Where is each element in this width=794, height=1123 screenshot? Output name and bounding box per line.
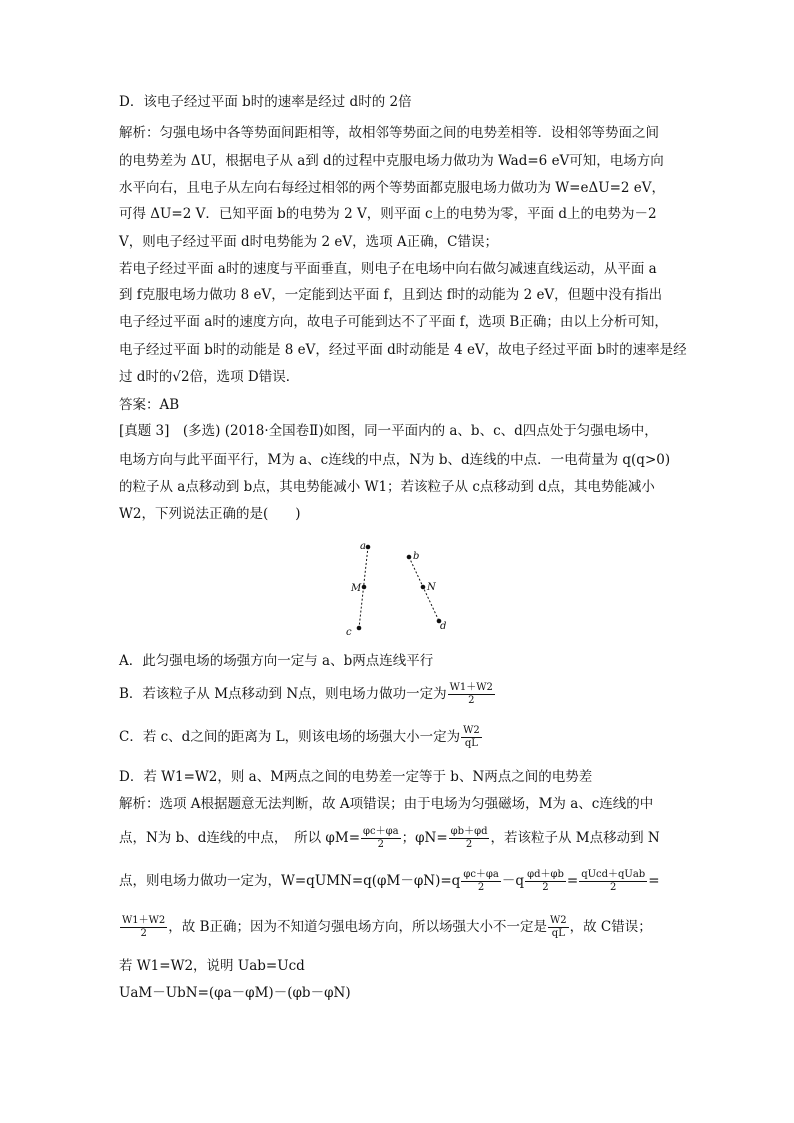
fraction: $\frac{\varphi c+\varphi a}{2}$ xyxy=(363,826,399,850)
option-b: B．若该粒子从 M点移动到 N点，则电场力做功一定为 $\frac{W1+W2}{2}$ xyxy=(119,682,493,706)
solution-line: UaM－UbN=(φa－φM)－(φb－φN) xyxy=(119,985,351,1001)
solution-line: $\frac{W1+W2}{2}$ ，故 B正确；因为不知道匀强电场方向，所以场强大小不一定是 $\frac{W2}{qL}$ ，故 C错误； xyxy=(122,915,652,939)
label-d: d xyxy=(440,621,447,632)
fraction: $\frac{W1+W2}{2}$ xyxy=(449,682,493,706)
label-b: b xyxy=(413,551,420,562)
fraction: $\frac{W1+W2}{2}$ xyxy=(122,915,166,939)
field-diagram xyxy=(330,535,460,640)
fraction: $\frac{\text{qUcd＋qUab}}{2}$ xyxy=(581,869,646,893)
question-line: W2，下列说法正确的是( ) xyxy=(119,506,301,522)
prev-option-d: D．该电子经过平面 b时的速率是经过 d时的 2倍 xyxy=(119,94,412,110)
solution-line: 点，N为 b、d连线的中点， 所以 φM= $\frac{\varphi c+\varphi a}{2}$ ；φN= $\frac{\varphi b+\varphi d}{2}$ ，若该粒子从 M点移动到 N xyxy=(119,826,660,850)
question-line: [真题 3] (多选) (2018·全国卷Ⅱ)如图，同一平面内的 a、b、c、d四点处于匀强电场中， xyxy=(119,423,658,439)
label-N: N xyxy=(427,582,436,593)
prev-analysis-line: 解析：匀强电场中各等势面间距相等，故相邻等势面之间的电势差相等．设相邻等势面之间 xyxy=(119,125,659,141)
point-a xyxy=(366,545,371,550)
prev-analysis-line: 电子经过平面 b时的动能是 8 eV，经过平面 d时动能是 4 eV，故电子经过平面 b时的速率是经 xyxy=(119,342,687,358)
fraction: $\frac{\varphi b+\varphi d}{2}$ xyxy=(450,826,488,850)
fraction: $\frac{W2}{qL}$ xyxy=(550,915,567,939)
prev-analysis-line: 过 d时的√2倍，选项 D错误． xyxy=(119,369,300,385)
label-c: c xyxy=(346,627,352,638)
prev-analysis-line: 的电势差为 ΔU，根据电子从 a到 d的过程中克服电场力做功为 Wad=6 eV可知，电场方向 xyxy=(119,153,664,169)
option-d: D．若 W1=W2，则 a、M两点之间的电势差一定等于 b、N两点之间的电势差 xyxy=(119,769,593,785)
prev-analysis-line: 到 f克服电场力做功 8 eV，一定能到达平面 f，且到达 f时的动能为 2 eV，但题中没有指出 xyxy=(119,287,663,303)
solution-line: 若 W1=W2，说明 Uab=Ucd xyxy=(119,958,305,974)
prev-analysis-line: 可得 ΔU=2 V．已知平面 b的电势为 2 V，则平面 c上的电势为零，平面 d上的电势为－2 xyxy=(119,206,657,222)
option-c: C．若 c、d之间的距离为 L，则该电场的场强大小一定为 $\frac{W2}{qL}$ xyxy=(119,725,480,749)
fraction: $\frac{\varphi c+\varphi a}{2}$ xyxy=(463,869,499,893)
question-line: 的粒子从 a点移动到 b点，其电势能减小 W1；若该粒子从 c点移动到 d点，其电势能减小 xyxy=(119,479,655,495)
point-M xyxy=(362,585,367,590)
solution-line: 解析：选项 A根据题意无法判断，故 A项错误；由于电场为匀强磁场，M为 a、c连线的中 xyxy=(119,796,654,812)
point-N xyxy=(421,585,426,590)
solution-line: 点，则电场力做功一定为，W=qUMN=q(φM－φN)=q $\frac{\varphi c+\varphi a}{2}$ －q $\frac{\varphi d+\varphi b}{2}$ = $\frac{\text{qUcd＋qUab}}{2}$ = xyxy=(119,869,660,893)
fraction: $\frac{\varphi d+\varphi b}{2}$ xyxy=(527,869,564,893)
option-a: A．此匀强电场的场强方向一定与 a、b两点连线平行 xyxy=(119,653,434,669)
label-M: M xyxy=(351,583,362,594)
prev-analysis-line: 水平向右，且电子从左向右每经过相邻的两个等势面都克服电场力做功为 W=eΔU=2 eV， xyxy=(119,180,666,196)
fraction: $\frac{W2}{qL}$ xyxy=(463,725,480,749)
point-c xyxy=(357,626,362,631)
prev-answer: 答案：AB xyxy=(119,397,180,413)
prev-analysis-line: V，则电子经过平面 d时电势能为 2 eV，选项 A正确，C错误； xyxy=(119,234,498,250)
prev-analysis-line: 若电子经过平面 a时的速度与平面垂直，则电子在电场中向右做匀减速直线运动，从平面 a xyxy=(119,261,657,277)
question-line: 电场方向与此平面平行，M为 a、c连线的中点，N为 b、d连线的中点．一电荷量为 q(q>0) xyxy=(119,452,671,468)
prev-analysis-line: 电子经过平面 a时的速度方向，故电子可能到达不了平面 f，选项 B正确；由以上分析可知， xyxy=(119,314,668,330)
point-b xyxy=(407,555,412,560)
label-a: a xyxy=(360,541,366,552)
